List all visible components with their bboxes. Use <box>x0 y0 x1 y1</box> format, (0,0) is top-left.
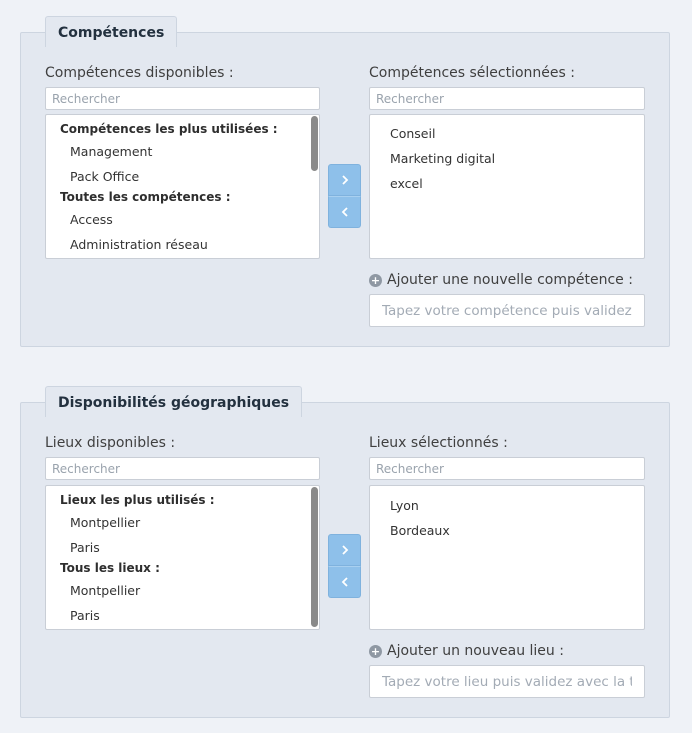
list-item[interactable]: Administration réseau <box>70 237 208 252</box>
locations-tab: Disponibilités géographiques <box>45 386 302 417</box>
locations-add-new-text: Ajouter un nouveau lieu : <box>387 643 564 659</box>
locations-available-search-input[interactable] <box>45 457 320 480</box>
chevron-right-icon <box>340 174 350 186</box>
locations-selected-list[interactable] <box>369 485 645 630</box>
chevron-right-icon <box>340 544 350 556</box>
plus-circle-icon: + <box>370 273 381 287</box>
skills-add-new-text: Ajouter une nouvelle compétence : <box>387 272 633 288</box>
chevron-left-icon <box>340 576 350 588</box>
list-group-header: Lieux les plus utilisés : <box>60 493 215 507</box>
skills-add-new-input[interactable] <box>369 294 645 327</box>
list-item[interactable]: Bordeaux <box>390 523 450 538</box>
scrollbar[interactable] <box>311 116 318 171</box>
list-item[interactable]: Paris <box>70 608 100 623</box>
chevron-left-icon <box>340 206 350 218</box>
skills-selected-list[interactable] <box>369 114 645 259</box>
locations-add-selected-button[interactable] <box>328 534 361 566</box>
list-item[interactable]: Marketing digital <box>390 151 496 166</box>
locations-available-label: Lieux disponibles : <box>45 435 176 451</box>
skills-selected-search-input[interactable] <box>369 87 645 110</box>
skills-add-selected-button[interactable] <box>328 164 361 196</box>
list-group-header: Tous les lieux : <box>60 561 160 575</box>
locations-selected-label: Lieux sélectionnés : <box>369 435 508 451</box>
list-item[interactable]: Montpellier <box>70 583 141 598</box>
skills-tab: Compétences <box>45 16 177 47</box>
list-item[interactable]: Access <box>70 212 113 227</box>
scrollbar[interactable] <box>311 487 318 627</box>
list-item[interactable]: Pack Office <box>70 169 140 184</box>
locations-add-new-input[interactable] <box>369 665 645 698</box>
locations-add-new-label <box>369 643 564 659</box>
locations-selected-search-input[interactable] <box>369 457 645 480</box>
locations-available-list[interactable] <box>45 485 320 630</box>
skills-available-search-input[interactable] <box>45 87 320 110</box>
plus-circle-icon: + <box>370 644 381 658</box>
skills-remove-selected-button[interactable] <box>328 196 361 228</box>
list-item[interactable]: excel <box>390 176 423 191</box>
list-item[interactable]: Montpellier <box>70 515 141 530</box>
skills-available-label: Compétences disponibles : <box>45 65 234 81</box>
skills-selected-label: Compétences sélectionnées : <box>369 65 575 81</box>
list-group-header: Toutes les compétences : <box>60 190 231 204</box>
skills-available-list[interactable] <box>45 114 320 259</box>
skills-add-new-label <box>369 272 633 288</box>
list-item[interactable]: Conseil <box>390 126 436 141</box>
list-item[interactable]: Paris <box>70 540 100 555</box>
list-group-header: Compétences les plus utilisées : <box>60 122 278 136</box>
list-item[interactable]: Management <box>70 144 153 159</box>
list-item[interactable]: Lyon <box>390 498 419 513</box>
locations-remove-selected-button[interactable] <box>328 566 361 598</box>
